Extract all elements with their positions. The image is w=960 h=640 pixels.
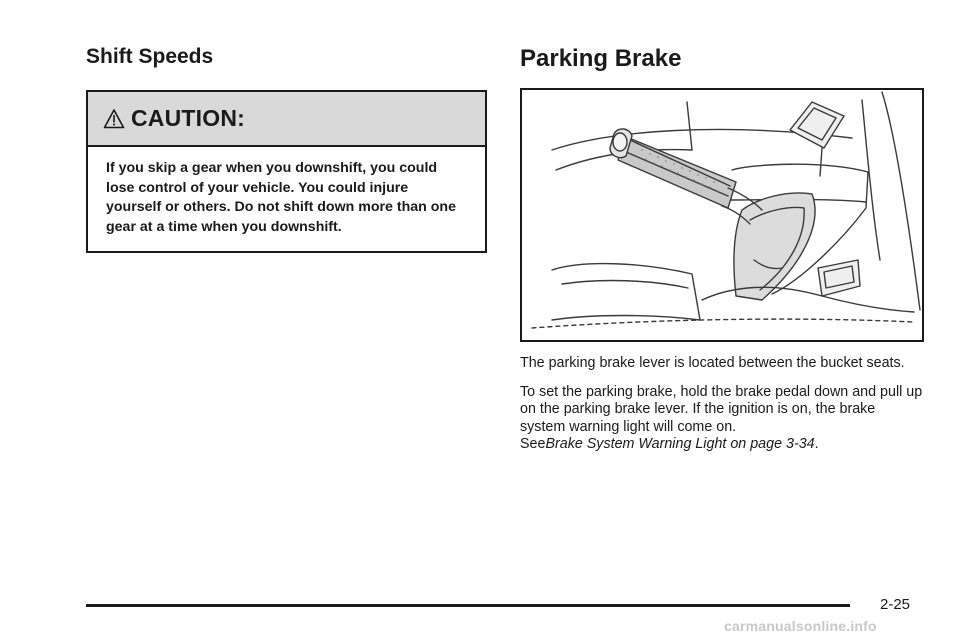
caution-text: If you skip a gear when you downshift, you could lose control of your vehicle. You could injure yourself or others. Do not shift down more than one gear at a time when you downshift. (106, 160, 456, 235)
watermark: carmanualsonline.info (724, 618, 877, 634)
set-brake-text: To set the parking brake, hold the brake pedal down and pull up on the parking brake lever. If the ignition is on, the brake system warning light will come on. (520, 383, 923, 435)
caution-label: CAUTION: (131, 105, 246, 131)
parking-brake-section (520, 44, 924, 454)
see-prefix: See (520, 436, 546, 452)
parking-brake-figure (520, 88, 924, 342)
page-number: 2-25 (880, 596, 911, 613)
caution-triangle-icon (103, 108, 125, 130)
parking-brake-lever-illustration (522, 90, 922, 340)
caution-box (86, 90, 487, 253)
parking-brake-heading: Parking Brake (520, 45, 682, 72)
caution-header (88, 92, 485, 147)
see-suffix: . (814, 436, 819, 452)
set-brake-paragraph (520, 384, 924, 454)
shift-speeds-heading: Shift Speeds (86, 45, 214, 68)
brake-warning-light-reference-link[interactable]: Brake System Warning Light on page 3-34 (545, 436, 815, 452)
shift-speeds-section (86, 44, 489, 253)
brake-location-paragraph: The parking brake lever is located between the bucket seats. (520, 355, 905, 371)
footer-rule (86, 604, 850, 607)
